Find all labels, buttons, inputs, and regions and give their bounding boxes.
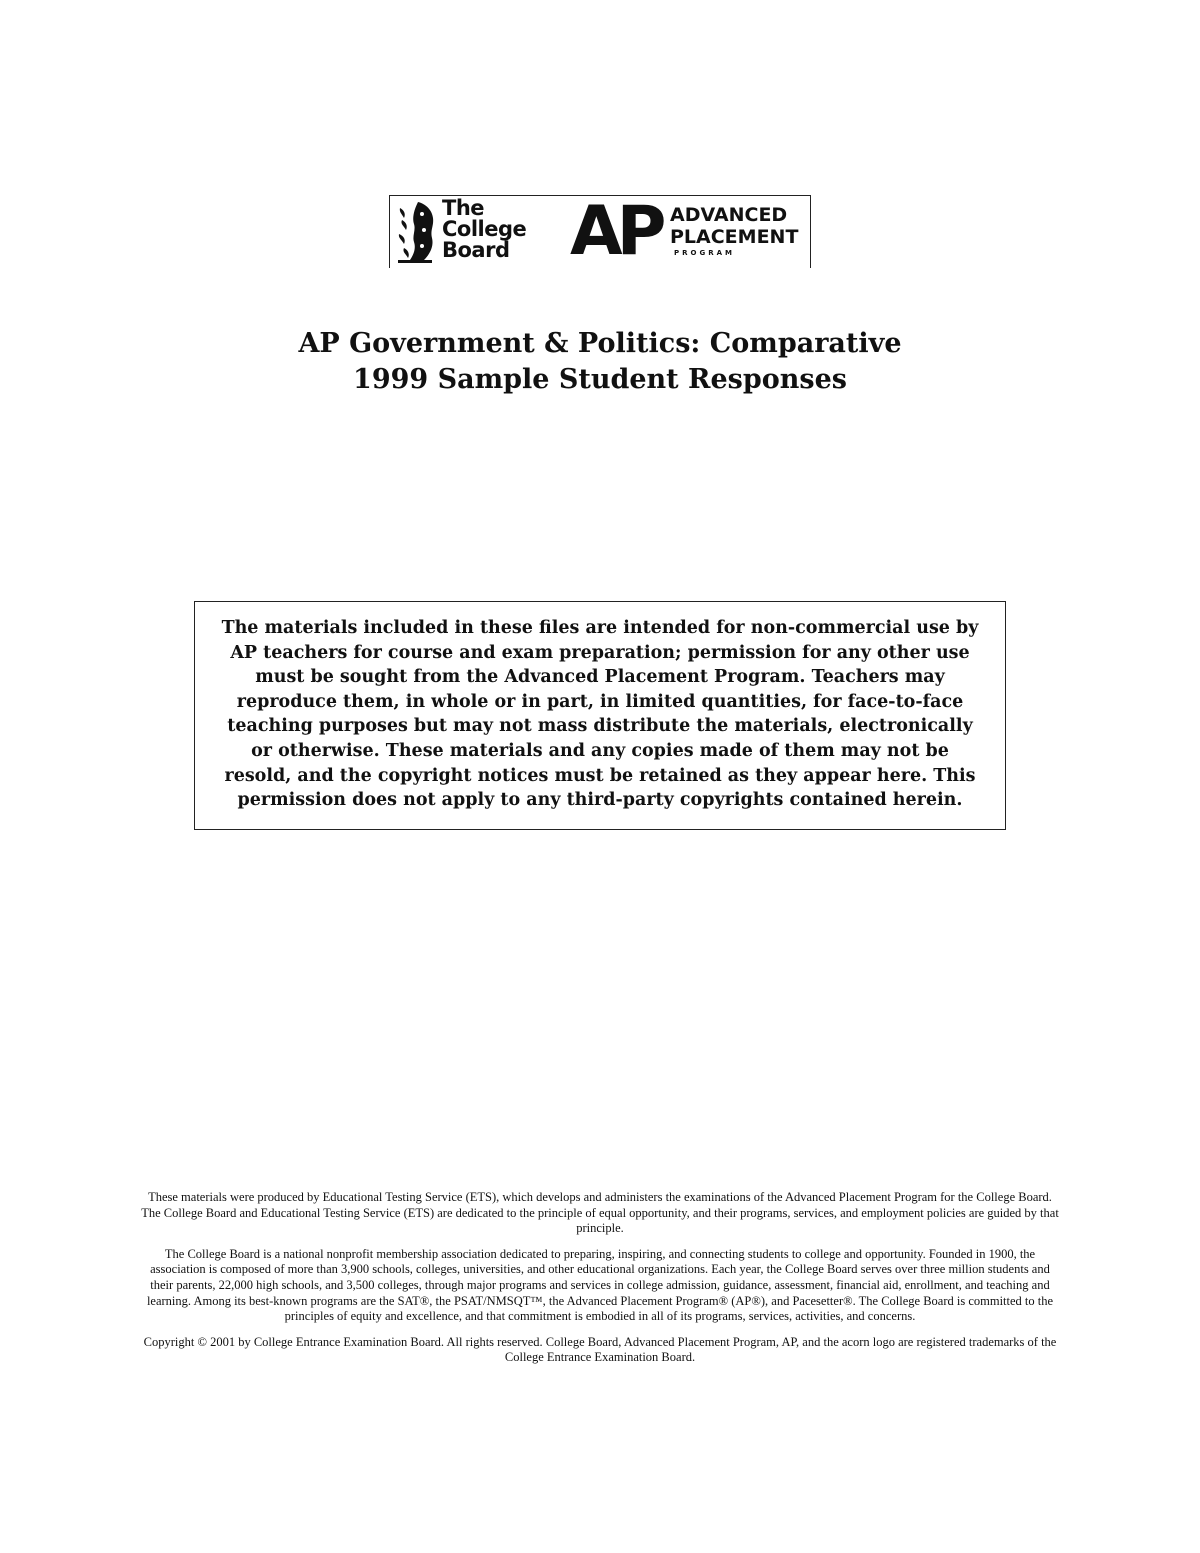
title-line-2: 1999 Sample Student Responses xyxy=(353,364,847,395)
college-board-line1: The xyxy=(442,196,485,220)
permission-notice-box xyxy=(194,601,1006,830)
acorn-logo-icon xyxy=(396,200,436,264)
permission-notice-text: The materials included in these files are intended for non-commercial use by AP teachers for course and exam preparation; permission for any other use must be sought from the Advanced Placement Program. Teachers may reproduce them, in whole or in part, in limited quantities, for face-to-face teaching purposes but may not mass distribute the materials, electronically or otherwise. These materials and any copies made of them may not be resold, and the copyright notices must be retained as they appear here. This permission does not apply to any third-party copyrights contained herein. xyxy=(221,618,979,811)
ap-program-wordmark xyxy=(670,204,798,258)
college-board-line3: Board xyxy=(442,238,510,262)
ap-letters: AP xyxy=(570,192,661,271)
page-title xyxy=(0,326,1200,398)
ap-word-advanced: ADVANCED xyxy=(670,204,788,226)
college-board-wordmark xyxy=(442,198,526,261)
footer-ets-paragraph: These materials were produced by Educational Testing Service (ETS), which develops and administers the examinations of the Advanced Placement Program for the College Board. The College Board and Educational Testing Service (ETS) are dedicated to the principle of equal opportunity, and their programs, services, and employment policies are guided by that principle. xyxy=(141,1190,1059,1236)
ap-word-placement: PLACEMENT xyxy=(670,226,799,248)
footer xyxy=(140,1190,1060,1376)
college-board-line2: College xyxy=(442,217,527,241)
footer-copyright-paragraph: Copyright © 2001 by College Entrance Examination Board. All rights reserved. College Board, Advanced Placement Program, AP, and the acorn logo are registered trademarks of the College Entrance Examination Board. xyxy=(143,1334,1057,1365)
title-line-1: AP Government & Politics: Comparative xyxy=(298,328,902,359)
ap-word-program: PROGRAM xyxy=(674,249,735,257)
footer-college-board-paragraph: The College Board is a national nonprofit membership association dedicated to preparing, inspiring, and connecting students to college and opportunity. Founded in 1900, the association is composed of more than 3,900 schools, colleges, universities, and other educational organizations. Each year, the College Board serves over three million students and their parents, 22,000 high schools, and 3,500 colleges, through major programs and services in college admission, guidance, assessment, financial aid, enrollment, and teaching and learning. Among its best-known programs are the SAT®, the PSAT/NMSQT™, the Advanced Placement Program® (AP®), and Pacesetter®. The College Board is committed to the principles of equity and excellence, and that commitment is embodied in all of its programs, services, activities, and concerns. xyxy=(146,1246,1054,1324)
logo-block xyxy=(389,192,811,271)
